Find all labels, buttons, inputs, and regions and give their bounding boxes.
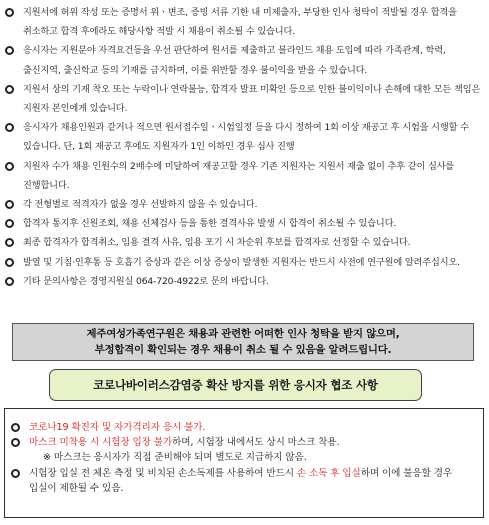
- circle-bullet-icon: [5, 162, 14, 171]
- list-item: [4, 80, 485, 118]
- warning-line-2: 부정합격이 확인되는 경우 채용이 취소 될 수 있음을 알려드립니다.: [94, 344, 392, 356]
- list-item: [4, 233, 485, 252]
- covid-item-red-text: 마스크 미착용 시 시험장 입장 불가: [29, 437, 173, 449]
- covid-item: [10, 420, 480, 435]
- covid-item: [10, 435, 480, 450]
- warning-box: [12, 323, 474, 361]
- notice-text: 지원자 수가 채용 인원수의 2배수에 미달하여 재공고할 경우 기존 지원자는 지원서 재출 없이 추후 같이 심사를 진행합니다.: [23, 160, 455, 191]
- notice-text: 지원서에 허위 작성 또는 증명서 위ㆍ변조, 증빙 서류 기한 내 미제출자, 부당한 인사 청탁이 적발될 경우 합격을 취소하고 합격 후에라도 해당사항 적발 시 채용이 취소될 수 있습니다.: [23, 7, 457, 38]
- covid-item-red-text: 손 소독 후 입실: [296, 467, 361, 479]
- circle-bullet-icon: [5, 238, 14, 247]
- covid-title-box: [49, 369, 422, 401]
- covid-title: 코로나바이러스감염증 확산 방지를 위한 응시자 협조 사항: [93, 378, 378, 392]
- circle-bullet-icon: [11, 438, 20, 447]
- circle-bullet-icon: [11, 469, 20, 478]
- list-item: [4, 157, 485, 195]
- covid-item-text: [29, 435, 480, 450]
- list-item: [4, 214, 485, 233]
- notice-text: 응시자가 채용인원과 같거나 적으면 원서접수일ㆍ시험일정 등을 다시 정하여 1회 이상 재공고 후 시험을 시행할 수 있습니다. 단, 1회 재공고 후에도 지원자가 1인 이하인 경우 심사 진행: [23, 122, 469, 153]
- covid-note: ※ 마스크는 응시자가 직접 준비해야 되며 별도로 지급하지 않음.: [43, 452, 307, 464]
- covid-item-text: [29, 466, 480, 496]
- notice-text: 응시자는 지원분야 자격요건등을 우선 판단하여 원서를 제출하고 블라인드 채용 도입에 따라 가족관계, 학력, 출신지역, 출신학교 등의 기재를 금지하며, 이를 위반할 경우 불이익을 받을 수 있습니다.: [23, 45, 446, 76]
- list-item: [4, 195, 485, 214]
- notice-text: 기타 문의사항은 경영지원실 064-720-4922로 문의 바랍니다.: [23, 275, 269, 287]
- covid-item: [10, 466, 480, 496]
- circle-bullet-icon: [5, 258, 14, 267]
- list-item: [4, 3, 485, 41]
- covid-item-text-a: 시험장 입실 전 체온 측정 및 비치된 손소독제를 사용하여 반드시: [29, 467, 297, 479]
- covid-item-text: 코로나19 확진자 및 자가격리자 응시 불가.: [29, 422, 206, 433]
- notice-list: [4, 3, 485, 291]
- list-item: [4, 272, 485, 291]
- notice-text: 각 전형별로 적격자가 없을 경우 선발하지 않을 수 있습니다.: [23, 199, 258, 211]
- list-item: [4, 41, 485, 79]
- circle-bullet-icon: [5, 85, 14, 94]
- circle-bullet-icon: [5, 8, 14, 17]
- circle-bullet-icon: [5, 123, 14, 132]
- notice-text: 합격자 통지후 신원조회, 채용 신체검사 등을 통한 결격사유 발생 시 합격이 취소될 수 있습니다.: [23, 218, 397, 230]
- circle-bullet-icon: [5, 46, 14, 55]
- covid-list: [10, 420, 480, 496]
- notice-text: 최종 합격자가 합격취소, 임용 결격 사유, 임용 포기 시 차순위 후보를 합격자로 선정할 수 있습니다.: [23, 237, 411, 249]
- list-item: [4, 118, 485, 156]
- notice-text: 발열 및 기침·인후통 등 호흡기 증상과 같은 이상 증상이 발생한 지원자는 반드시 사전에 연구원에 알려주십시오.: [23, 256, 460, 268]
- circle-bullet-icon: [5, 200, 14, 209]
- notice-text: 지원서 상의 기재 착오 또는 누락이나 연락불능, 합격자 발표 미확인 등으로 인한 불이익이나 손해에 대한 모든 책임은 지원자 본인에게 있습니다.: [23, 83, 481, 115]
- circle-bullet-icon: [5, 277, 14, 286]
- warning-line-1: 제주여성가족연구원은 채용과 관련한 어떠한 인사 청탁을 받지 않으며,: [86, 328, 400, 340]
- covid-item-rest-text: 하며, 시험장 내에서도 상시 마스크 착용.: [172, 437, 340, 449]
- list-item: [4, 253, 485, 272]
- circle-bullet-icon: [5, 219, 14, 228]
- circle-bullet-icon: [11, 423, 20, 432]
- covid-item-text-b: 하며 이에 불응할 경우 입실이 제한될 수 있음.: [29, 467, 453, 494]
